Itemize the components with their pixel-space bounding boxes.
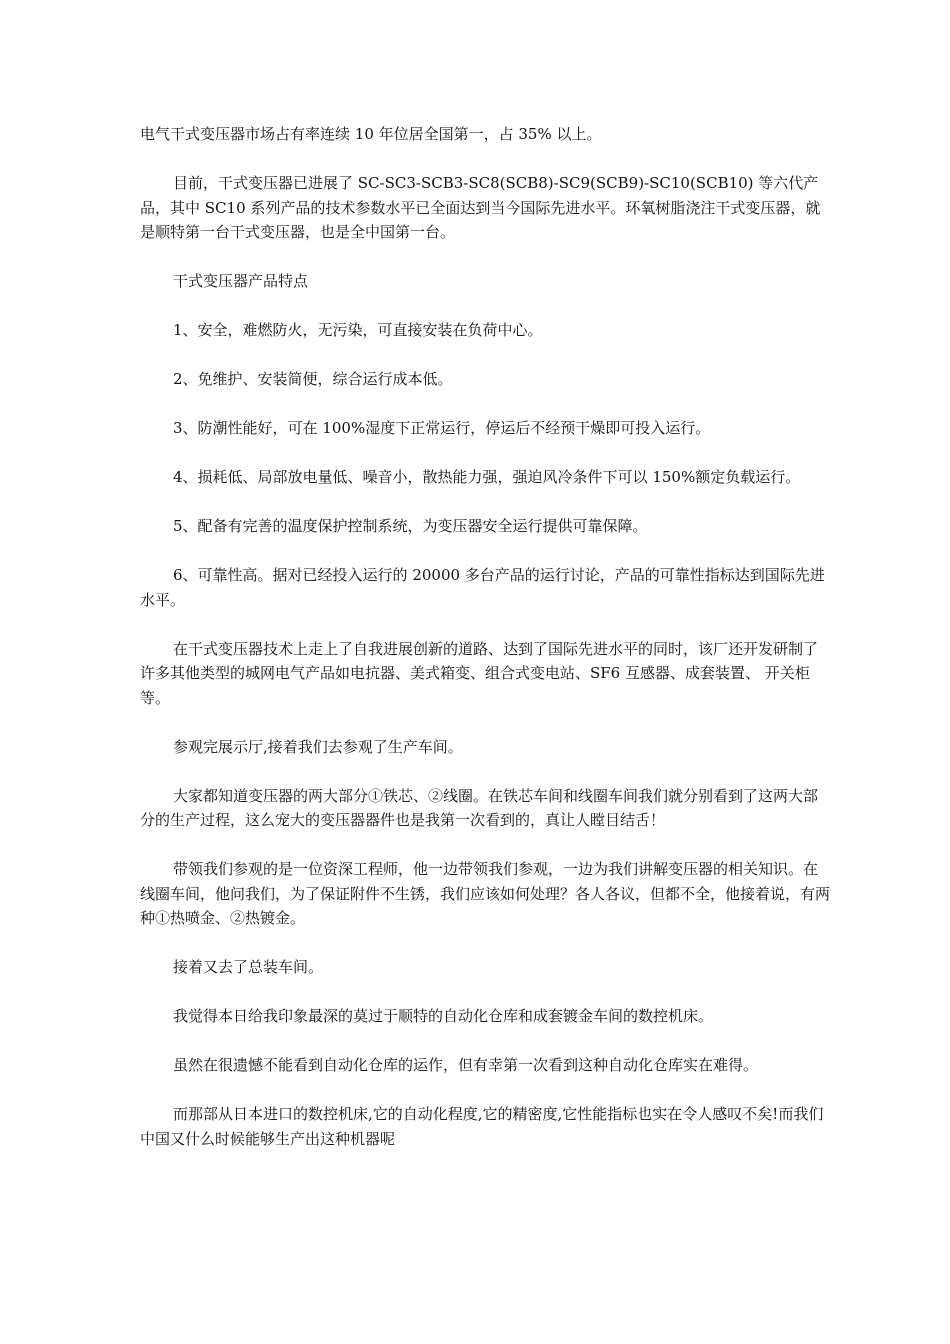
feature-item: 2、免维护、安装简便，综合运行成本低。 <box>173 370 453 388</box>
paragraph: 接着又去了总装车间。 <box>173 958 324 976</box>
section-heading: 干式变压器产品特点 <box>173 272 309 290</box>
feature-item: 4、损耗低、局部放电量低、噪音小，散热能力强，强迫风冷条件下可以 150%额定负载运行。 <box>173 468 801 486</box>
document-page <box>140 122 830 1176</box>
feature-item: 5、配备有完善的温度保护控制系统，为变压器安全运行提供可靠保障。 <box>173 517 648 535</box>
paragraph: 带领我们参观的是一位资深工程师，他一边带领我们参观，一边为我们讲解变压器的相关知识。在线圈车间，他问我们，为了保证附件不生锈，我们应该如何处理？各人各议，但都不全，他接着说，有两种①热喷金、②热镀金。 <box>140 860 831 927</box>
paragraph: 参观完展示厅,接着我们去参观了生产车间。 <box>173 737 463 756</box>
paragraph: 大家都知道变压器的两大部分①铁芯、②线圈。在铁芯车间和线圈车间我们就分别看到了这两大部分的生产过程，这么宠大的变压器器件也是我第一次看到的，真让人瞠目结舌！ <box>140 786 819 829</box>
feature-item: 6、可靠性高。据对已经投入运行的 20000 多台产品的运行讨论，产品的可靠性指标达到国际先进水平。 <box>140 566 825 609</box>
paragraph: 而那部从日本进口的数控机床,它的自动化程度,它的精密度,它性能指标也实在令人感叹不矣!而我们中国又什么时候能够生产出这种机器呢 <box>140 1105 824 1148</box>
paragraph: 电气干式变压器市场占有率连续 10 年位居全国第一，占 35% 以上。 <box>140 125 602 143</box>
paragraph: 目前，干式变压器已进展了 SC-SC3-SCB3-SC8(SCB8)-SC9(SCB9)-SC10(SCB10) 等六代产品，其中 SC10 系列产品的技术参数水平已全面达到当今国际先进水平。环氧树脂浇注干式变压器，就是顺特第一台干式变压器，也是全中国第一台。 <box>140 174 821 241</box>
paragraph: 在干式变压器技术上走上了自我进展创新的道路、达到了国际先进水平的同时，该厂还开发研制了许多其他类型的城网电气产品如电抗器、美式箱变、组合式变电站、SF6 互感器、成套装置、 开关柜等。 <box>140 639 819 707</box>
paragraph: 我觉得本日给我印象最深的莫过于顺特的自动化仓库和成套镀金车间的数控机床。 <box>173 1007 714 1025</box>
paragraph: 虽然在很遗憾不能看到自动化仓库的运作，但有幸第一次看到这种自动化仓库实在难得。 <box>173 1056 759 1074</box>
feature-item: 1、安全，难燃防火，无污染，可直接安装在负荷中心。 <box>173 321 543 339</box>
feature-item: 3、防潮性能好，可在 100%湿度下正常运行，停运后不经预干燥即可投入运行。 <box>173 419 711 437</box>
